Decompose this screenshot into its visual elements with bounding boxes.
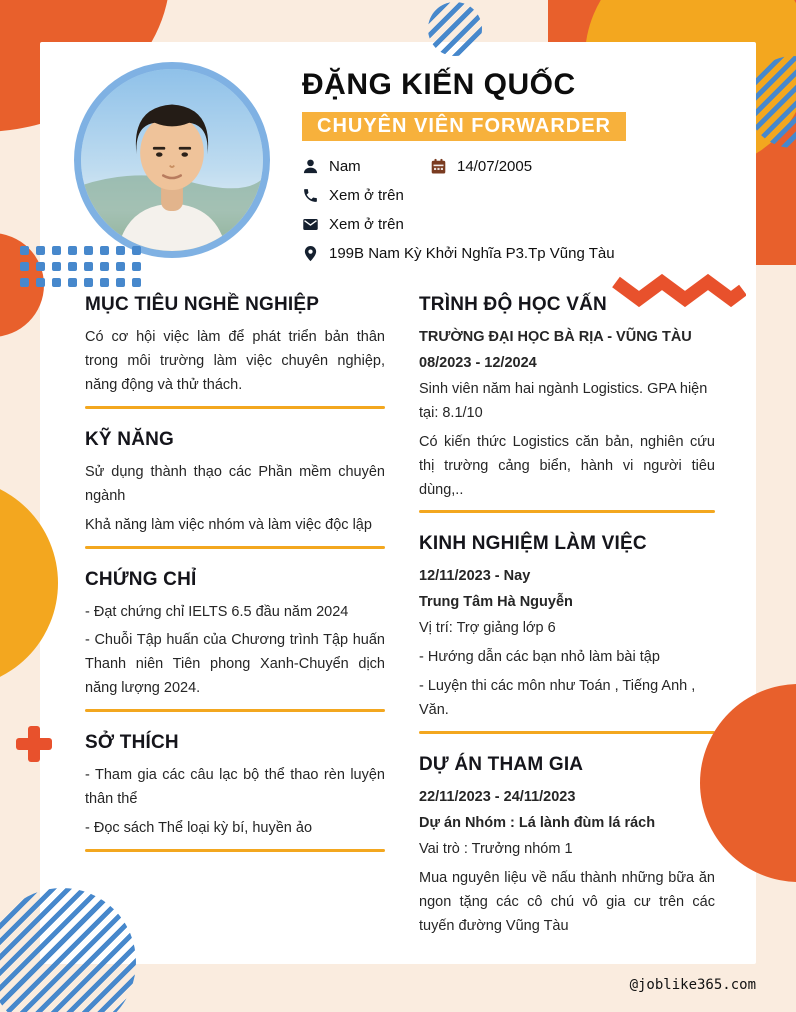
candidate-name: ĐẶNG KIẾN QUỐC bbox=[302, 68, 576, 101]
section-title: DỰ ÁN THAM GIA bbox=[419, 753, 584, 775]
right-column bbox=[419, 294, 715, 944]
profile-photo bbox=[74, 62, 270, 258]
section-title: KINH NGHIỆM LÀM VIỆC bbox=[419, 533, 647, 555]
section-text: Vị trí: Trợ giảng lớp 6 bbox=[419, 620, 556, 637]
striped-circle-top-icon bbox=[428, 2, 482, 56]
contact-row bbox=[302, 245, 716, 262]
zigzag-icon bbox=[612, 272, 746, 308]
job-title-badge: CHUYÊN VIÊN FORWARDER bbox=[302, 112, 626, 141]
section-text: Sử dụng thành thạo các Phần mềm chuyên ngành bbox=[85, 463, 385, 504]
school-name: TRƯỜNG ĐẠI HỌC BÀ RỊA - VŨNG TÀU bbox=[419, 329, 692, 345]
project-description: Mua nguyên liệu về nấu thành những bữa ăn ngon tặng các cô chú vô gia cư trên các tuyến đường Vũng Tàu bbox=[419, 869, 715, 934]
section-divider bbox=[85, 546, 385, 549]
location-pin-icon bbox=[302, 245, 319, 262]
section-text: Có cơ hội việc làm để phát triển bản thân trong môi trường làm việc chuyên nghiệp, năng động và thử thách. bbox=[85, 329, 385, 393]
project-role: Vai trò : Trưởng nhóm 1 bbox=[419, 840, 573, 857]
left-column bbox=[85, 294, 385, 944]
gender-field bbox=[302, 158, 430, 175]
watermark: @joblike365.com bbox=[629, 977, 756, 993]
section-divider bbox=[419, 510, 715, 513]
gender-value: Nam bbox=[329, 158, 361, 175]
section-text: - Luyện thi các môn như Toán , Tiếng Anh , Văn. bbox=[419, 678, 696, 719]
section-divider bbox=[85, 849, 385, 852]
employer-name: Trung Tâm Hà Nguyễn bbox=[419, 594, 573, 611]
section-title: TRÌNH ĐỘ HỌC VẤN bbox=[419, 294, 607, 315]
cv-body bbox=[40, 274, 756, 944]
address-field bbox=[302, 245, 615, 262]
section-divider bbox=[85, 709, 385, 712]
email-value: Xem ở trên bbox=[329, 216, 404, 233]
section-certificates bbox=[85, 569, 385, 713]
section-title: MỤC TIÊU NGHỀ NGHIỆP bbox=[85, 294, 320, 315]
contact-row bbox=[302, 187, 716, 204]
section-objective bbox=[85, 294, 385, 409]
contact-row bbox=[302, 216, 716, 233]
section-divider bbox=[419, 731, 715, 734]
education-dates: 08/2023 - 12/2024 bbox=[419, 354, 537, 371]
project-name: Dự án Nhóm : Lá lành đùm lá rách bbox=[419, 814, 656, 831]
phone-icon bbox=[302, 187, 319, 204]
section-divider bbox=[85, 406, 385, 409]
phone-field bbox=[302, 187, 404, 204]
birthdate-value: 14/07/2005 bbox=[457, 158, 533, 175]
section-text: - Đạt chứng chỉ IELTS 6.5 đầu năm 2024 bbox=[85, 603, 349, 620]
section-text: Khả năng làm việc nhóm và làm việc độc lập bbox=[85, 516, 372, 533]
section-text: - Chuỗi Tập huấn của Chương trình Tập huấn Thanh niên Tiên phong Xanh-Chuyển dịch năng lượng 2024. bbox=[85, 632, 385, 697]
cv-card bbox=[40, 42, 756, 964]
calendar-icon bbox=[430, 158, 447, 175]
person-icon bbox=[302, 158, 319, 175]
section-text: - Đọc sách Thể loại kỳ bí, huyền ảo bbox=[85, 820, 313, 837]
project-dates: 22/11/2023 - 24/11/2023 bbox=[419, 788, 576, 805]
header-identity bbox=[302, 62, 716, 274]
section-text: Có kiến thức Logistics căn bản, nghiên cứu thị trường cảng biển, hành vi người tiêu dùng,.. bbox=[419, 433, 715, 498]
section-title: KỸ NĂNG bbox=[85, 428, 175, 450]
avatar-illustration bbox=[81, 69, 263, 251]
birthdate-field bbox=[430, 158, 532, 175]
section-education bbox=[419, 294, 715, 513]
plus-icon bbox=[14, 724, 54, 764]
cv-header bbox=[40, 42, 756, 274]
envelope-icon bbox=[302, 216, 319, 233]
section-skills bbox=[85, 429, 385, 549]
contact-list bbox=[302, 158, 716, 262]
section-experience bbox=[419, 533, 715, 734]
section-text: - Hướng dẫn các bạn nhỏ làm bài tập bbox=[419, 649, 660, 666]
address-value: 199B Nam Kỳ Khởi Nghĩa P3.Tp Vũng Tàu bbox=[329, 245, 615, 262]
dot-grid-decoration bbox=[20, 246, 141, 287]
section-text: - Tham gia các câu lạc bộ thể thao rèn luyện thân thể bbox=[85, 767, 385, 808]
section-title: SỞ THÍCH bbox=[85, 732, 179, 754]
contact-row bbox=[302, 158, 716, 175]
phone-value: Xem ở trên bbox=[329, 187, 404, 204]
email-field bbox=[302, 216, 404, 233]
experience-dates: 12/11/2023 - Nay bbox=[419, 568, 531, 585]
section-hobbies bbox=[85, 732, 385, 852]
section-text: Sinh viên năm hai ngành Logistics. GPA hiện tại: 8.1/10 bbox=[419, 380, 708, 421]
section-title: CHỨNG CHỈ bbox=[85, 568, 197, 590]
section-projects bbox=[419, 754, 715, 939]
